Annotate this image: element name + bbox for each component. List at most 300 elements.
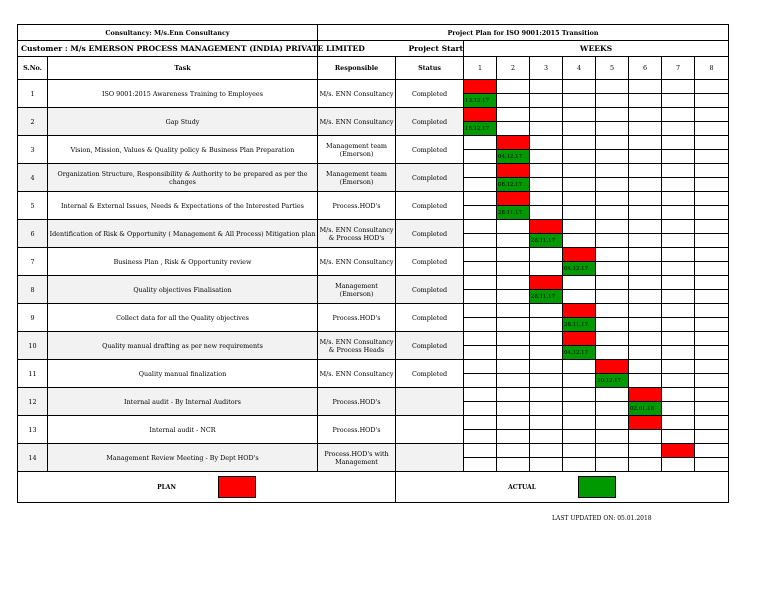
gantt-cell xyxy=(596,192,629,206)
gantt-cell xyxy=(596,276,629,290)
gantt-cell xyxy=(662,178,695,192)
gantt-cell xyxy=(530,164,563,178)
gantt-cell xyxy=(695,276,729,290)
gantt-cell xyxy=(662,164,695,178)
gantt-cell xyxy=(695,164,729,178)
week-column-header: 3 xyxy=(530,57,563,80)
task-responsible-cell: M/s. ENN Consultancy & Process Heads xyxy=(318,332,396,360)
gantt-cell xyxy=(695,122,729,136)
gantt-cell xyxy=(530,304,563,318)
gantt-cell xyxy=(464,360,497,374)
task-status-cell: Completed xyxy=(396,304,464,332)
gantt-cell xyxy=(497,416,530,430)
gantt-cell xyxy=(695,178,729,192)
plan-bar xyxy=(464,80,497,94)
gantt-cell xyxy=(662,234,695,248)
gantt-cell xyxy=(695,402,729,416)
gantt-cell xyxy=(596,164,629,178)
week-column-header: 8 xyxy=(695,57,729,80)
gantt-cell xyxy=(596,262,629,276)
gantt-cell xyxy=(629,332,662,346)
task-responsible-cell: M/s. ENN Consultancy xyxy=(318,80,396,108)
gantt-cell xyxy=(464,416,497,430)
gantt-cell xyxy=(695,318,729,332)
gantt-cell xyxy=(695,234,729,248)
gantt-cell xyxy=(530,262,563,276)
sno-column-header: S.No. xyxy=(18,57,48,80)
task-responsible-cell: M/s. ENN Consultancy xyxy=(318,248,396,276)
gantt-cell xyxy=(530,108,563,122)
actual-date-label: 02.01.18 xyxy=(630,405,655,412)
gantt-cell xyxy=(497,220,530,234)
task-responsible-cell: M/s. ENN Consultancy xyxy=(318,360,396,388)
task-name-cell: Internal audit - By Internal Auditors xyxy=(48,388,318,416)
gantt-cell xyxy=(629,192,662,206)
gantt-cell xyxy=(629,304,662,318)
actual-date-label: 28.11.17 xyxy=(498,209,523,216)
gantt-cell xyxy=(464,248,497,262)
gantt-cell xyxy=(695,136,729,150)
task-responsible-cell: Process.HOD's xyxy=(318,416,396,444)
gantt-cell xyxy=(629,360,662,374)
responsible-column-header: Responsible xyxy=(318,57,396,80)
gantt-cell xyxy=(464,220,497,234)
gantt-cell xyxy=(530,430,563,444)
task-sno-cell: 10 xyxy=(18,332,48,360)
gantt-cell xyxy=(695,416,729,430)
gantt-cell xyxy=(464,402,497,416)
gantt-cell xyxy=(695,444,729,458)
task-row xyxy=(18,276,729,290)
actual-date-label: 28.11.17 xyxy=(564,321,589,328)
gantt-cell xyxy=(596,122,629,136)
gantt-cell xyxy=(563,402,596,416)
task-sno-cell: 13 xyxy=(18,416,48,444)
gantt-cell xyxy=(695,220,729,234)
task-status-cell: Completed xyxy=(396,108,464,136)
gantt-cell xyxy=(662,388,695,402)
actual-legend-swatch xyxy=(578,476,616,498)
gantt-cell xyxy=(563,290,596,304)
gantt-cell xyxy=(629,458,662,472)
gantt-cell xyxy=(497,318,530,332)
gantt-cell xyxy=(662,374,695,388)
gantt-cell xyxy=(629,122,662,136)
gantt-cell xyxy=(497,108,530,122)
gantt-cell xyxy=(563,220,596,234)
last-updated-note: LAST UPDATED ON: 05.01.2018 xyxy=(552,515,652,522)
task-name-cell: ISO 9001:2015 Awareness Training to Employees xyxy=(48,80,318,108)
gantt-cell xyxy=(629,430,662,444)
task-sno-cell: 4 xyxy=(18,164,48,192)
gantt-cell xyxy=(695,248,729,262)
gantt-cell xyxy=(629,262,662,276)
plan-bar xyxy=(530,220,563,234)
gantt-cell xyxy=(464,192,497,206)
gantt-cell xyxy=(662,430,695,444)
gantt-cell xyxy=(629,248,662,262)
plan-bar xyxy=(563,304,596,318)
gantt-cell xyxy=(497,444,530,458)
gantt-cell xyxy=(596,458,629,472)
gantt-cell xyxy=(563,234,596,248)
task-sno-cell: 3 xyxy=(18,136,48,164)
gantt-cell xyxy=(464,332,497,346)
task-name-cell: Quality manual drafting as per new requirements xyxy=(48,332,318,360)
actual-date-label: 20.12.17 xyxy=(597,377,622,384)
gantt-cell xyxy=(497,262,530,276)
gantt-cell xyxy=(563,430,596,444)
task-responsible-cell: Process.HOD's xyxy=(318,388,396,416)
gantt-cell xyxy=(629,206,662,220)
task-status-cell: Completed xyxy=(396,192,464,220)
gantt-cell xyxy=(596,80,629,94)
gantt-cell xyxy=(695,458,729,472)
gantt-cell xyxy=(596,304,629,318)
gantt-cell xyxy=(629,220,662,234)
gantt-cell xyxy=(596,108,629,122)
project-start-label: Project Start xyxy=(318,41,464,57)
gantt-cell xyxy=(662,150,695,164)
gantt-cell xyxy=(497,94,530,108)
week-column-header: 1 xyxy=(464,57,497,80)
task-row xyxy=(18,108,729,122)
gantt-cell xyxy=(497,80,530,94)
gantt-cell xyxy=(662,122,695,136)
plan-legend xyxy=(18,472,396,503)
gantt-cell xyxy=(563,178,596,192)
gantt-cell xyxy=(530,402,563,416)
task-responsible-cell: M/s. ENN Consultancy & Process HOD's xyxy=(318,220,396,248)
task-responsible-cell: Process.HOD's xyxy=(318,192,396,220)
week-column-header: 2 xyxy=(497,57,530,80)
gantt-cell xyxy=(695,360,729,374)
actual-bar xyxy=(497,178,530,192)
gantt-cell xyxy=(662,304,695,318)
actual-bar xyxy=(563,262,596,276)
task-status-cell: Completed xyxy=(396,360,464,388)
actual-bar xyxy=(563,318,596,332)
task-name-cell: Vision, Mission, Values & Quality policy & Business Plan Preparation xyxy=(48,136,318,164)
task-row xyxy=(18,304,729,318)
task-name-cell: Business Plan , Risk & Opportunity review xyxy=(48,248,318,276)
week-column-header: 4 xyxy=(563,57,596,80)
gantt-cell xyxy=(662,402,695,416)
task-responsible-cell: Management team (Emerson) xyxy=(318,164,396,192)
gantt-cell xyxy=(629,108,662,122)
gantt-cell xyxy=(464,150,497,164)
gantt-cell xyxy=(563,80,596,94)
actual-date-label: 28.11.17 xyxy=(531,237,556,244)
gantt-cell xyxy=(662,248,695,262)
actual-date-label: 06.12.17 xyxy=(498,181,523,188)
gantt-cell xyxy=(530,360,563,374)
gantt-cell xyxy=(695,150,729,164)
task-responsible-cell: Management team (Emerson) xyxy=(318,136,396,164)
gantt-cell xyxy=(563,388,596,402)
gantt-cell xyxy=(662,108,695,122)
gantt-cell xyxy=(695,290,729,304)
gantt-cell xyxy=(662,80,695,94)
gantt-cell xyxy=(497,402,530,416)
task-row xyxy=(18,248,729,262)
legend-row xyxy=(18,472,729,503)
gantt-cell xyxy=(464,234,497,248)
actual-legend xyxy=(396,472,729,503)
gantt-cell xyxy=(530,178,563,192)
task-status-cell: Completed xyxy=(396,248,464,276)
gantt-cell xyxy=(530,388,563,402)
gantt-cell xyxy=(629,290,662,304)
gantt-cell xyxy=(662,262,695,276)
gantt-cell xyxy=(596,388,629,402)
plan-legend-label: PLAN xyxy=(157,483,176,491)
task-sno-cell: 2 xyxy=(18,108,48,136)
gantt-cell xyxy=(629,94,662,108)
gantt-cell xyxy=(530,122,563,136)
actual-bar xyxy=(563,346,596,360)
gantt-cell xyxy=(596,206,629,220)
gantt-cell xyxy=(497,346,530,360)
task-name-cell: Gap Study xyxy=(48,108,318,136)
task-sno-cell: 11 xyxy=(18,360,48,388)
plan-legend-swatch xyxy=(218,476,256,498)
gantt-cell xyxy=(695,304,729,318)
gantt-cell xyxy=(530,94,563,108)
actual-bar xyxy=(629,402,662,416)
task-name-cell: Identification of Risk & Opportunity ( Management & All Process) Mitigation plan xyxy=(48,220,318,248)
gantt-cell xyxy=(497,360,530,374)
task-name-cell: Quality manual finalization xyxy=(48,360,318,388)
gantt-cell xyxy=(629,346,662,360)
task-name-cell: Collect data for all the Quality objectives xyxy=(48,304,318,332)
actual-date-label: 13.12.17 xyxy=(465,97,490,104)
gantt-cell xyxy=(596,178,629,192)
gantt-cell xyxy=(695,388,729,402)
gantt-cell xyxy=(596,234,629,248)
week-column-header: 6 xyxy=(629,57,662,80)
task-sno-cell: 9 xyxy=(18,304,48,332)
gantt-cell xyxy=(629,178,662,192)
gantt-cell xyxy=(563,416,596,430)
gantt-cell xyxy=(662,290,695,304)
weeks-header: WEEKS xyxy=(464,41,729,57)
task-responsible-cell: Process.HOD's xyxy=(318,304,396,332)
gantt-cell xyxy=(464,458,497,472)
gantt-cell xyxy=(530,374,563,388)
gantt-cell xyxy=(497,276,530,290)
gantt-cell xyxy=(695,192,729,206)
gantt-cell xyxy=(662,360,695,374)
gantt-cell xyxy=(662,94,695,108)
task-responsible-cell: Process.HOD's with Management xyxy=(318,444,396,472)
plan-bar xyxy=(629,416,662,430)
gantt-cell xyxy=(563,136,596,150)
plan-title: Project Plan for ISO 9001:2015 Transition xyxy=(318,25,729,41)
task-sno-cell: 6 xyxy=(18,220,48,248)
gantt-cell xyxy=(695,206,729,220)
task-name-cell: Organization Structure, Responsibility & Authority to be prepared as per the changes xyxy=(48,164,318,192)
actual-date-label: 04.12.17 xyxy=(498,153,523,160)
gantt-cell xyxy=(563,94,596,108)
gantt-cell xyxy=(596,444,629,458)
task-row xyxy=(18,164,729,178)
gantt-cell xyxy=(563,374,596,388)
gantt-cell xyxy=(530,458,563,472)
consultancy-header: Consultancy: M/s.Enn Consultancy xyxy=(18,25,318,41)
gantt-cell xyxy=(596,430,629,444)
actual-date-label: 28.11.17 xyxy=(531,293,556,300)
gantt-cell xyxy=(695,374,729,388)
gantt-cell xyxy=(629,164,662,178)
gantt-cell xyxy=(662,206,695,220)
task-row xyxy=(18,220,729,234)
gantt-cell xyxy=(596,402,629,416)
gantt-cell xyxy=(629,318,662,332)
gantt-cell xyxy=(695,346,729,360)
gantt-cell xyxy=(563,150,596,164)
gantt-cell xyxy=(497,290,530,304)
task-sno-cell: 14 xyxy=(18,444,48,472)
project-plan-sheet xyxy=(17,24,729,503)
gantt-cell xyxy=(563,206,596,220)
gantt-cell xyxy=(563,276,596,290)
task-name-cell: Quality objectives Finalisation xyxy=(48,276,318,304)
actual-bar xyxy=(464,122,497,136)
task-status-cell: Completed xyxy=(396,220,464,248)
task-row xyxy=(18,388,729,402)
gantt-cell xyxy=(464,318,497,332)
gantt-cell xyxy=(497,304,530,318)
gantt-cell xyxy=(497,458,530,472)
gantt-cell xyxy=(530,150,563,164)
gantt-cell xyxy=(464,178,497,192)
task-status-cell xyxy=(396,416,464,444)
gantt-cell xyxy=(464,304,497,318)
gantt-cell xyxy=(530,248,563,262)
task-sno-cell: 8 xyxy=(18,276,48,304)
task-row xyxy=(18,444,729,458)
actual-bar xyxy=(530,290,563,304)
plan-bar xyxy=(497,192,530,206)
task-name-cell: Internal audit - NCR xyxy=(48,416,318,444)
gantt-cell xyxy=(563,360,596,374)
gantt-cell xyxy=(464,444,497,458)
task-status-cell xyxy=(396,444,464,472)
gantt-cell xyxy=(464,346,497,360)
task-name-cell: Management Review Meeting - By Dept HOD's xyxy=(48,444,318,472)
gantt-cell xyxy=(695,108,729,122)
status-column-header: Status xyxy=(396,57,464,80)
plan-bar xyxy=(563,248,596,262)
gantt-cell xyxy=(464,136,497,150)
gantt-cell xyxy=(629,136,662,150)
task-sno-cell: 5 xyxy=(18,192,48,220)
task-name-cell: Internal & External Issues, Needs & Expectations of the Interested Parties xyxy=(48,192,318,220)
gantt-cell xyxy=(629,234,662,248)
plan-bar xyxy=(629,388,662,402)
gantt-cell xyxy=(695,332,729,346)
plan-bar xyxy=(563,332,596,346)
actual-legend-label: ACTUAL xyxy=(508,483,536,491)
gantt-cell xyxy=(563,192,596,206)
plan-bar xyxy=(596,360,629,374)
gantt-cell xyxy=(497,430,530,444)
task-row xyxy=(18,136,729,150)
gantt-cell xyxy=(563,444,596,458)
gantt-cell xyxy=(530,80,563,94)
actual-date-label: 15.12.17 xyxy=(465,125,490,132)
gantt-cell xyxy=(497,248,530,262)
gantt-cell xyxy=(695,262,729,276)
gantt-cell xyxy=(596,136,629,150)
gantt-cell xyxy=(629,276,662,290)
actual-bar xyxy=(530,234,563,248)
gantt-cell xyxy=(530,416,563,430)
gantt-cell xyxy=(629,374,662,388)
gantt-cell xyxy=(596,318,629,332)
task-row xyxy=(18,332,729,346)
task-sno-cell: 1 xyxy=(18,80,48,108)
gantt-cell xyxy=(464,164,497,178)
gantt-cell xyxy=(596,332,629,346)
task-status-cell: Completed xyxy=(396,164,464,192)
gantt-cell xyxy=(629,444,662,458)
plan-bar xyxy=(497,136,530,150)
gantt-cell xyxy=(497,332,530,346)
task-status-cell: Completed xyxy=(396,276,464,304)
task-row xyxy=(18,416,729,430)
gantt-cell xyxy=(662,416,695,430)
gantt-cell xyxy=(596,94,629,108)
actual-bar xyxy=(596,374,629,388)
task-status-cell: Completed xyxy=(396,80,464,108)
gantt-cell xyxy=(530,332,563,346)
plan-bar xyxy=(662,444,695,458)
plan-bar xyxy=(464,108,497,122)
gantt-cell xyxy=(530,444,563,458)
gantt-cell xyxy=(596,150,629,164)
actual-bar xyxy=(497,150,530,164)
week-column-header: 7 xyxy=(662,57,695,80)
gantt-cell xyxy=(530,192,563,206)
task-responsible-cell: M/s. ENN Consultancy xyxy=(318,108,396,136)
gantt-cell xyxy=(497,122,530,136)
gantt-cell xyxy=(563,108,596,122)
gantt-cell xyxy=(695,94,729,108)
gantt-cell xyxy=(464,262,497,276)
gantt-cell xyxy=(464,388,497,402)
gantt-cell xyxy=(662,346,695,360)
task-status-cell: Completed xyxy=(396,332,464,360)
gantt-cell xyxy=(596,248,629,262)
gantt-cell xyxy=(530,206,563,220)
gantt-cell xyxy=(596,416,629,430)
week-column-header: 5 xyxy=(596,57,629,80)
gantt-cell xyxy=(662,192,695,206)
gantt-cell xyxy=(596,346,629,360)
task-row xyxy=(18,192,729,206)
gantt-cell xyxy=(695,80,729,94)
actual-date-label: 04.12.17 xyxy=(564,265,589,272)
gantt-cell xyxy=(464,430,497,444)
gantt-cell xyxy=(563,458,596,472)
gantt-cell xyxy=(662,220,695,234)
plan-bar xyxy=(497,164,530,178)
actual-bar xyxy=(497,206,530,220)
gantt-cell xyxy=(695,430,729,444)
gantt-cell xyxy=(629,80,662,94)
